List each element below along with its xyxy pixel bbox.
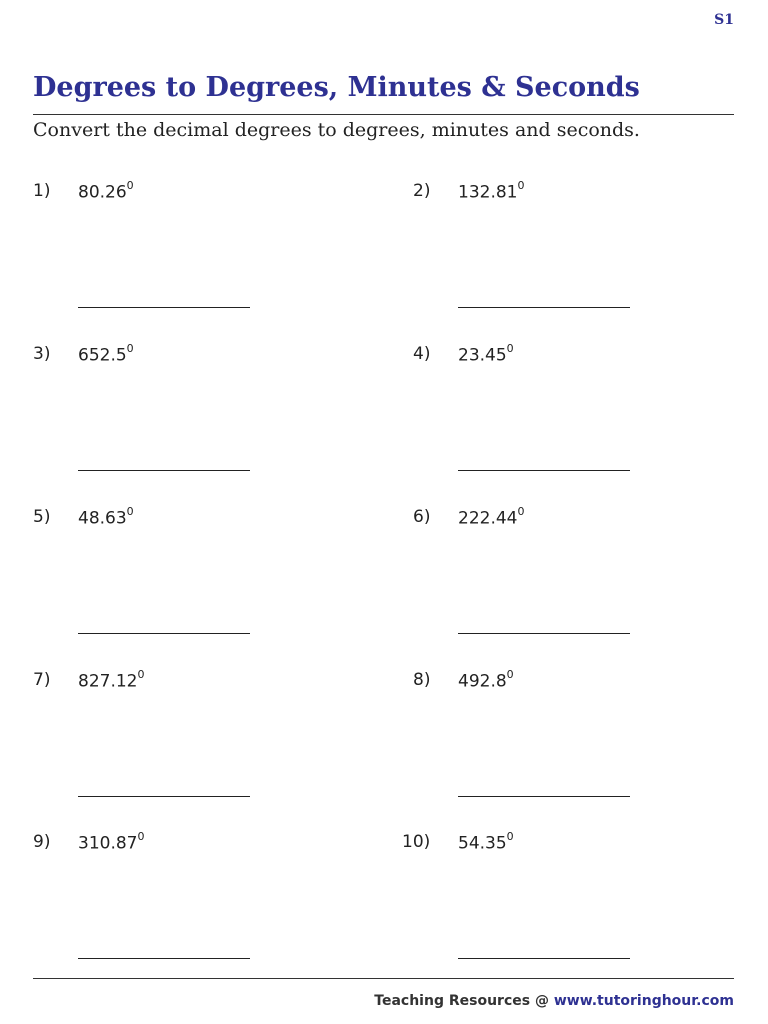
problem-value: 54.35 bbox=[458, 833, 507, 854]
footer bbox=[374, 993, 734, 1009]
problem-2 bbox=[413, 181, 713, 331]
problem-value: 222.44 bbox=[458, 508, 518, 529]
problem-3 bbox=[33, 344, 333, 494]
page-title: Degrees to Degrees, Minutes & Seconds bbox=[33, 72, 640, 103]
problem-expression bbox=[78, 832, 144, 854]
problem-expression bbox=[458, 344, 514, 366]
problem-number: 2) bbox=[413, 181, 431, 201]
problem-6 bbox=[413, 507, 713, 657]
problem-number: 4) bbox=[413, 344, 431, 364]
problem-expression bbox=[458, 507, 524, 529]
answer-line[interactable] bbox=[78, 633, 250, 634]
problem-number: 3) bbox=[33, 344, 51, 364]
problem-10 bbox=[402, 832, 702, 982]
problem-expression bbox=[78, 181, 134, 203]
answer-line[interactable] bbox=[78, 796, 250, 797]
set-label: S1 bbox=[714, 12, 734, 28]
problem-7 bbox=[33, 670, 333, 820]
problem-number: 9) bbox=[33, 832, 51, 852]
problem-expression bbox=[78, 344, 134, 366]
degree-mark: 0 bbox=[137, 668, 145, 681]
degree-mark: 0 bbox=[517, 505, 525, 518]
degree-mark: 0 bbox=[506, 668, 514, 681]
degree-mark: 0 bbox=[506, 342, 514, 355]
problem-value: 80.26 bbox=[78, 182, 127, 203]
answer-line[interactable] bbox=[78, 958, 250, 959]
footer-label: Teaching Resources @ bbox=[374, 993, 554, 1009]
degree-mark: 0 bbox=[126, 342, 134, 355]
problem-expression bbox=[458, 670, 514, 692]
problem-value: 132.81 bbox=[458, 182, 518, 203]
problem-number: 5) bbox=[33, 507, 51, 527]
answer-line[interactable] bbox=[78, 307, 250, 308]
degree-mark: 0 bbox=[137, 830, 145, 843]
answer-line[interactable] bbox=[458, 633, 630, 634]
problem-1 bbox=[33, 181, 333, 331]
instructions: Convert the decimal degrees to degrees, minutes and seconds. bbox=[33, 119, 640, 141]
footer-link[interactable]: www.tutoringhour.com bbox=[553, 993, 734, 1009]
problem-5 bbox=[33, 507, 333, 657]
degree-mark: 0 bbox=[126, 179, 134, 192]
problem-8 bbox=[413, 670, 713, 820]
problem-4 bbox=[413, 344, 713, 494]
problem-value: 310.87 bbox=[78, 833, 138, 854]
problem-value: 48.63 bbox=[78, 508, 127, 529]
answer-line[interactable] bbox=[458, 470, 630, 471]
answer-line[interactable] bbox=[458, 796, 630, 797]
problem-value: 23.45 bbox=[458, 345, 507, 366]
problem-number: 1) bbox=[33, 181, 51, 201]
title-divider bbox=[33, 114, 734, 115]
degree-mark: 0 bbox=[506, 830, 514, 843]
problem-value: 652.5 bbox=[78, 345, 127, 366]
problem-expression bbox=[458, 181, 524, 203]
degree-mark: 0 bbox=[517, 179, 525, 192]
problem-expression bbox=[78, 670, 144, 692]
problem-number: 10) bbox=[402, 832, 431, 852]
problem-expression bbox=[458, 832, 514, 854]
answer-line[interactable] bbox=[458, 958, 630, 959]
answer-line[interactable] bbox=[78, 470, 250, 471]
footer-divider bbox=[33, 978, 734, 979]
problem-value: 827.12 bbox=[78, 671, 138, 692]
problem-number: 8) bbox=[413, 670, 431, 690]
answer-line[interactable] bbox=[458, 307, 630, 308]
problem-expression bbox=[78, 507, 134, 529]
problem-value: 492.8 bbox=[458, 671, 507, 692]
problem-number: 7) bbox=[33, 670, 51, 690]
problem-9 bbox=[33, 832, 333, 982]
problem-number: 6) bbox=[413, 507, 431, 527]
degree-mark: 0 bbox=[126, 505, 134, 518]
